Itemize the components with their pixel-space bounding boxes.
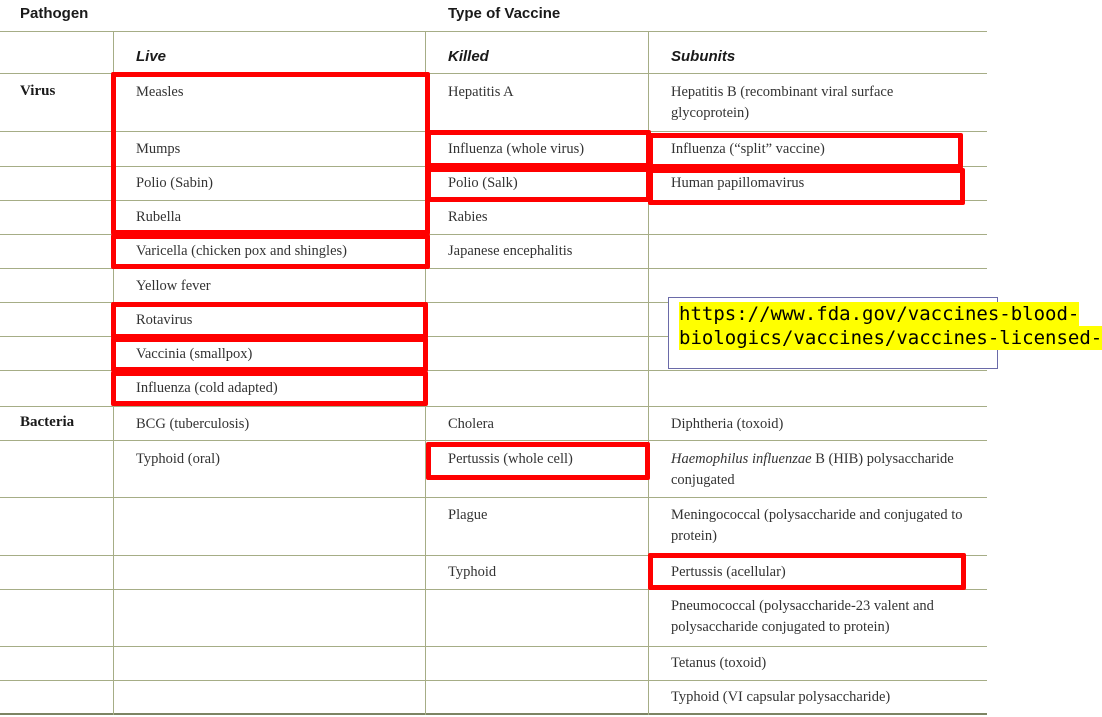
rule: [0, 646, 987, 647]
highlight-box-pertussis-whole: [426, 442, 650, 480]
subunit-cell: Typhoid (VI capsular polysaccharide): [671, 689, 891, 705]
highlight-box-influenza-whole: [426, 130, 651, 168]
live-cell: BCG (tuberculosis): [136, 416, 250, 432]
pathogen-virus: Virus: [20, 83, 56, 99]
highlight-box-polio-salk: [426, 167, 651, 202]
subheader-subunits: Subunits: [671, 48, 736, 65]
highlight-box-vaccinia: [111, 337, 428, 372]
live-cell: Influenza (cold adapted): [136, 380, 278, 396]
url-line-2: biologics/vaccines/vaccines-licensed-: [679, 327, 1102, 349]
rule: [0, 440, 987, 441]
live-cell: Rubella: [136, 209, 182, 225]
killed-cell: Japanese encephalitis: [448, 243, 573, 259]
url-line-1: https://www.fda.gov/vaccines-blood-: [679, 303, 1080, 325]
highlight-box-varicella: [111, 234, 430, 269]
subunit-cell: [671, 449, 971, 491]
live-cell: Typhoid (oral): [136, 451, 220, 467]
rule: [0, 406, 987, 407]
live-cell: Varicella (chicken pox and shingles): [136, 243, 347, 259]
highlight-box-rotavirus: [111, 302, 428, 339]
subunit-cell: Hepatitis B (recombinant viral surface glycoprotein): [671, 84, 894, 121]
subunit-cell: Diphtheria (toxoid): [671, 416, 784, 432]
live-cell: Mumps: [136, 141, 181, 157]
highlight-box-influenza-cold: [111, 371, 428, 406]
rule: [0, 680, 987, 681]
live-cell: Yellow fever: [136, 278, 211, 294]
killed-cell: Rabies: [448, 209, 488, 225]
killed-cell: Influenza (whole virus): [448, 141, 585, 157]
subunit-cell: Human papillomavirus: [671, 175, 805, 191]
subheader-live: Live: [136, 48, 167, 65]
live-cell: Polio (Sabin): [136, 175, 213, 191]
killed-cell: Hepatitis A: [448, 84, 514, 100]
url-note: [668, 297, 1102, 369]
subunit-cell: Tetanus (toxoid): [671, 655, 767, 671]
killed-cell: Typhoid: [448, 564, 497, 580]
rule-header: [0, 31, 987, 32]
subunit-text: B (HIB) polysaccharide conjugated: [671, 451, 954, 488]
live-cell: Rotavirus: [136, 312, 193, 328]
rule: [0, 497, 987, 498]
subunit-cell: Pneumococcal (polysaccharide-23 valent and polysaccharide conjugated to protein): [671, 598, 934, 635]
live-cell: Measles: [136, 84, 184, 100]
subunit-cell: Influenza (“split” vaccine): [671, 141, 825, 157]
killed-cell: Pertussis (whole cell): [448, 451, 573, 467]
subunit-cell: Meningococcal (polysaccharide and conjugated to protein): [671, 507, 963, 544]
highlight-box-influenza-split: [648, 133, 963, 169]
killed-cell: Cholera: [448, 416, 494, 432]
pathogen-header: Pathogen: [20, 5, 89, 22]
highlight-box-hpv: [648, 168, 965, 205]
subheader-killed: Killed: [448, 48, 489, 65]
subunit-italic-text: Haemophilus influenzae: [671, 451, 812, 467]
rule-bottom: [0, 713, 987, 715]
killed-cell: Polio (Salk): [448, 175, 518, 191]
killed-cell: Plague: [448, 507, 488, 523]
live-cell: Vaccinia (smallpox): [136, 346, 253, 362]
pathogen-bacteria: Bacteria: [20, 414, 75, 430]
subunit-cell: Pertussis (acellular): [671, 564, 786, 580]
highlight-box-live-group: [111, 72, 430, 235]
type-of-vaccine-header: Type of Vaccine: [448, 5, 561, 22]
highlight-box-pertussis-acellular: [648, 553, 966, 590]
